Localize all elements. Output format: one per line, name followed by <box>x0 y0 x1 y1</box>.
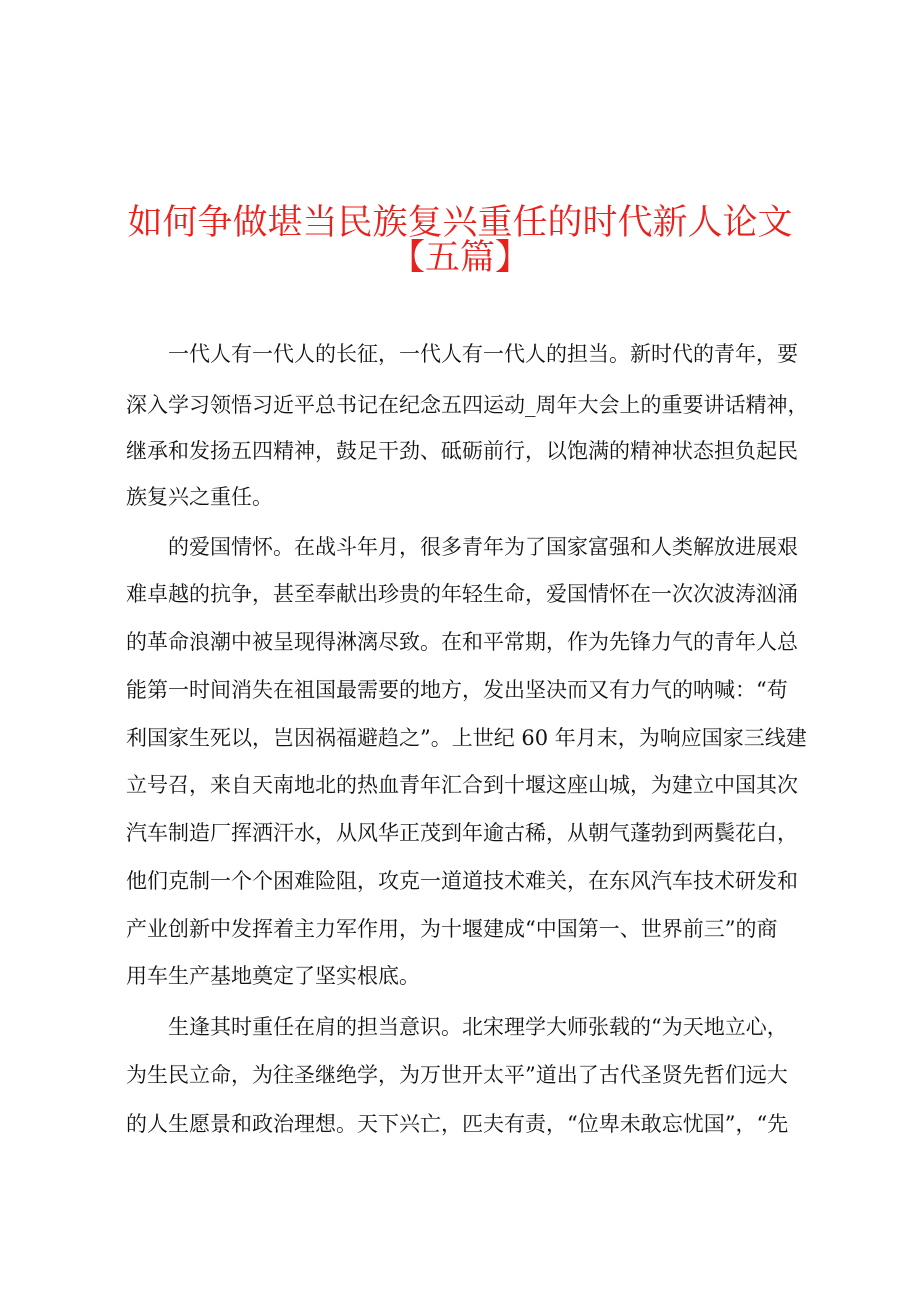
paragraph-2-line-10: 用车生产基地奠定了坚实根底。 <box>126 964 420 988</box>
paragraph-1-line-3: 继承和发扬五四精神，鼓足干劲、砥砺前行，以饱满的精神状态担负起民 <box>126 439 798 463</box>
paragraph-1-line-1: 一代人有一代人的长征，一代人有一代人的担当。新时代的青年，要 <box>168 342 798 366</box>
paragraph-2-line-1: 的爱国情怀。在战斗年月，很多青年为了国家富强和人类解放进展艰 <box>168 535 798 559</box>
paragraph-3-line-2: 为生民立命，为往圣继绝学，为万世开太平”道出了古代圣贤先哲们远大 <box>126 1063 788 1087</box>
paragraph-2-line-5: 利国家生死以，岂因祸福避趋之”。上世纪 60 年月末，为响应国家三线建 <box>126 726 807 750</box>
paragraph-1-line-2: 深入学习领悟习近平总书记在纪念五四运动_周年大会上的重要讲话精神， <box>126 393 809 417</box>
paragraph-2-line-3: 的革命浪潮中被呈现得淋漓尽致。在和平常期，作为先锋力气的青年人总 <box>126 630 798 654</box>
paragraph-2-line-7: 汽车制造厂挥洒汗水，从风华正茂到年逾古稀，从朝气蓬勃到两鬓花白， <box>126 821 798 845</box>
paragraph-3-line-3: 的人生愿景和政治理想。天下兴亡，匹夫有责，“位卑未敢忘忧国”，“先 <box>126 1112 789 1136</box>
paragraph-2-line-9: 产业创新中发挥着主力军作用，为十堰建成“中国第一、世界前三”的商 <box>126 917 778 941</box>
document-title-line-1: 如何争做堪当民族复兴重任的时代新人论文 <box>127 203 793 243</box>
paragraph-2-line-8: 他们克制一个个困难险阻，攻克一道道技术难关，在东风汽车技术研发和 <box>126 869 798 893</box>
document-title-line-2: 【五篇】 <box>389 238 530 278</box>
paragraph-2-line-2: 难卓越的抗争，甚至奉献出珍贵的年轻生命，爱国情怀在一次次波涛汹涌 <box>126 582 798 606</box>
paragraph-3-line-1: 生逢其时重任在肩的担当意识。北宋理学大师张载的“为天地立心， <box>168 1015 788 1039</box>
paragraph-1-line-4: 族复兴之重任。 <box>126 485 273 509</box>
paragraph-2-line-4: 能第一时间消失在祖国最需要的地方，发出坚决而又有力气的呐喊：“苟 <box>126 678 788 702</box>
paragraph-2-line-6: 立号召，来自天南地北的热血青年汇合到十堰这座山城，为建立中国其次 <box>126 773 798 797</box>
